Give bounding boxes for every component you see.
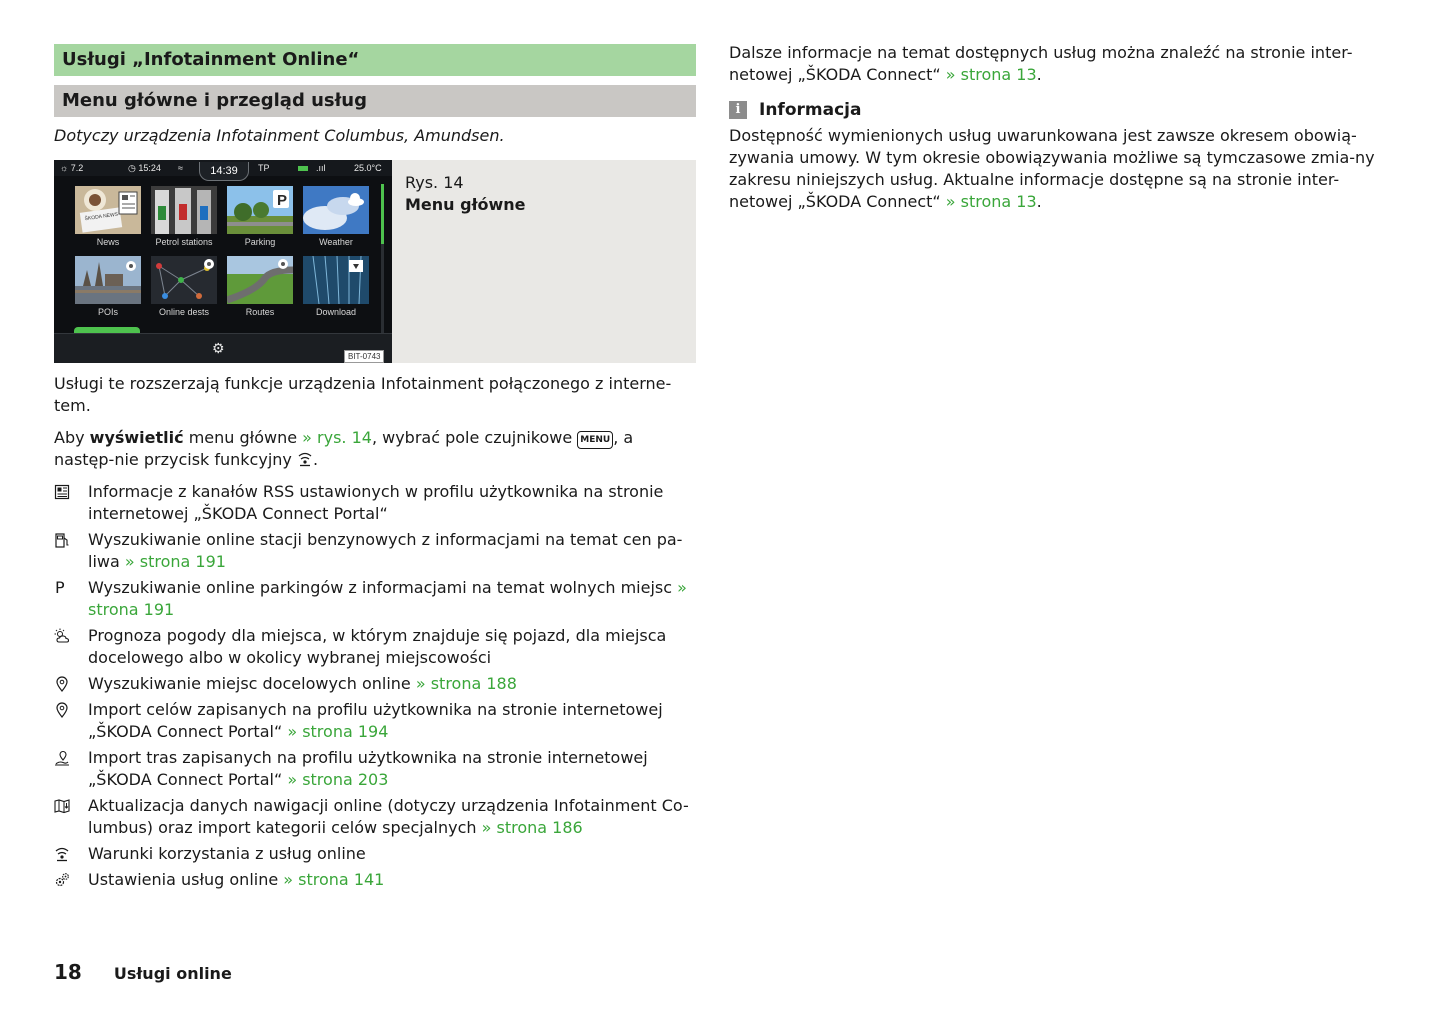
page-reference-link[interactable]: » strona 13 — [945, 192, 1037, 211]
settings-gear-icon[interactable]: ⚙ — [212, 340, 225, 356]
info-icon: i — [729, 101, 747, 119]
page-reference-link[interactable]: » strona 141 — [283, 870, 385, 889]
period: . — [1036, 65, 1042, 84]
location-pin-icon — [54, 702, 70, 718]
scrollbar-thumb[interactable] — [381, 184, 384, 244]
instruction-text: Aby — [54, 428, 90, 447]
parking-icon: P — [55, 578, 65, 597]
instruction-text: menu główne — [183, 428, 303, 447]
tile-online-dests[interactable] — [151, 256, 217, 304]
list-item-text: Warunki korzystania z usług online — [88, 844, 366, 863]
clock: 14:39 — [199, 162, 249, 181]
list-item-text: Wyszukiwanie miejsc docelowych online — [88, 674, 416, 693]
left-column — [54, 44, 696, 895]
location-pin-icon — [54, 676, 70, 692]
figure-code: BIT-0743 — [344, 350, 384, 363]
tile-label: POIs — [97, 307, 118, 317]
page-reference-link[interactable]: » strona 186 — [481, 818, 583, 837]
news-icon — [54, 484, 70, 500]
weather-icon — [54, 628, 70, 644]
figure-14 — [54, 160, 696, 363]
list-item — [54, 673, 696, 695]
list-item-text: Wyszukiwanie online parkingów z informacjami na temat wolnych miejsc — [88, 578, 678, 597]
instruction-text: , a następ-nie przycisk funkcyjny — [54, 428, 634, 469]
petrol-station-icon — [54, 532, 70, 548]
routes-tile-picture — [227, 256, 293, 304]
svg-text:ŠKODA NEWS: ŠKODA NEWS — [84, 211, 119, 223]
page-footer — [54, 960, 232, 984]
online-services-icon — [54, 846, 70, 862]
more-info-text: Dalsze informacje na temat dostępnych usług można znaleźć na stronie inter-netowej „ŠKODA Connect“ — [729, 43, 1353, 84]
tile-label: Download — [315, 307, 357, 317]
status-time: ◷ 15:24 — [128, 163, 161, 173]
download-tile-picture — [303, 256, 369, 304]
page-reference-link[interactable]: » strona 194 — [287, 722, 389, 741]
right-column — [729, 42, 1377, 213]
list-item — [54, 869, 696, 891]
more-info-paragraph — [729, 42, 1377, 86]
list-item — [54, 699, 696, 743]
online-services-icon — [297, 451, 313, 467]
list-item — [54, 747, 696, 791]
info-box-heading — [729, 100, 1377, 120]
page-reference-link[interactable]: » strona 13 — [945, 65, 1037, 84]
list-item-text: Import celów zapisanych na profilu użytkownika na stronie internetowej „ŠKODA Connect Portal“ — [88, 700, 663, 741]
page-reference-link[interactable]: » strona 191 — [88, 578, 687, 619]
weather-tile-picture — [303, 186, 369, 234]
news-tile-picture — [75, 186, 141, 234]
instruction-text: . — [312, 450, 319, 469]
applies-to-note: Dotyczy urządzenia Infotainment Columbus, Amundsen. — [54, 126, 505, 145]
info-title: Informacja — [759, 100, 862, 120]
tile-label: Online dests — [158, 307, 210, 317]
outside-temperature: 25.0°C — [354, 163, 382, 173]
signal-icon: .ııl — [316, 163, 326, 173]
intro-paragraph: Usługi te rozszerzają funkcje urządzenia Infotainment połączonego z interne-tem. — [54, 374, 672, 415]
svg-text:P: P — [277, 192, 288, 209]
tile-routes[interactable] — [227, 256, 293, 304]
tile-parking[interactable] — [227, 186, 293, 234]
figure-caption — [392, 160, 526, 363]
instruction-text: , wybrać pole czujnikowe — [371, 428, 578, 447]
caption-number: Rys. 14 — [405, 173, 464, 192]
tile-download[interactable] — [303, 256, 369, 304]
tile-pois[interactable] — [75, 256, 141, 304]
footer-section-name: Usługi online — [113, 964, 232, 983]
page-reference-link[interactable]: » strona 191 — [124, 552, 226, 571]
list-item-text: Wyszukiwanie online stacji benzynowych z informacjami na temat cen pa-liwa — [88, 530, 683, 571]
list-item-text: Ustawienia usług online — [88, 870, 284, 889]
figure-reference-link[interactable]: » rys. 14 — [302, 428, 372, 447]
period: . — [1036, 192, 1042, 211]
tile-label: Petrol stations — [155, 237, 213, 247]
caption-title: Menu główne — [405, 195, 526, 214]
page-number: 18 — [54, 960, 82, 984]
list-item — [54, 577, 696, 621]
compass-readout: ☼ 7.2 — [60, 163, 84, 173]
pois-tile-picture — [75, 256, 141, 304]
info-body-text: Dostępność wymienionych usług uwarunkowana jest zawsze okresem obowią-zywania umowy. W tym okresie obowiązywania możliwe są tymczasowe zmia-ny zakresu niniejszych usług. Aktualne informacje dostępne są na stronie inter-netowej „ŠKODA Connect“ — [729, 126, 1375, 211]
page-reference-link[interactable]: » strona 188 — [415, 674, 517, 693]
list-item-text: Informacje z kanałów RSS ustawionych w profilu użytkownika na stronie internetowej „ŠKODA Connect Portal“ — [88, 482, 664, 523]
tile-label: Routes — [245, 307, 275, 317]
menu-key: MENU — [577, 431, 613, 449]
instruction-bold: wyświetlić — [89, 428, 184, 447]
tp-indicator: TP — [258, 163, 270, 173]
petrol-stations-tile-picture — [151, 186, 217, 234]
list-item-text: Prognoza pogody dla miejsca, w którym znajduje się pojazd, dla miejsca docelowego albo w okolicy wybranej miejscowości — [88, 626, 667, 667]
main-heading: Usługi „Infotainment Online“ — [54, 44, 696, 76]
map-download-icon — [54, 798, 70, 814]
parking-tile-picture — [227, 186, 293, 234]
list-item — [54, 625, 696, 669]
settings-gears-icon — [54, 872, 70, 888]
feature-list — [54, 481, 696, 891]
tile-weather[interactable] — [303, 186, 369, 234]
route-icon — [54, 750, 70, 766]
infotainment-screen — [54, 160, 392, 363]
wifi-icon: ≈ — [178, 163, 183, 173]
sub-heading: Menu główne i przegląd usług — [54, 85, 696, 117]
instruction-paragraph — [54, 427, 696, 471]
tile-petrol-stations[interactable] — [151, 186, 217, 234]
info-body — [729, 125, 1377, 213]
battery-icon — [298, 163, 308, 173]
page-reference-link[interactable]: » strona 203 — [287, 770, 389, 789]
list-item-text: Aktualizacja danych nawigacji online (dotyczy urządzenia Infotainment Co-lumbus) oraz import kategorii celów specjalnych — [88, 796, 689, 837]
list-item-text: Import tras zapisanych na profilu użytkownika na stronie internetowej „ŠKODA Connect Portal“ — [88, 748, 648, 789]
tile-news[interactable] — [75, 186, 141, 234]
tile-label: News — [96, 237, 120, 247]
online-dests-tile-picture — [151, 256, 217, 304]
list-item — [54, 795, 696, 839]
list-item — [54, 843, 696, 865]
tile-label: Parking — [244, 237, 276, 247]
tile-label: Weather — [319, 237, 353, 247]
list-item — [54, 481, 696, 525]
list-item — [54, 529, 696, 573]
